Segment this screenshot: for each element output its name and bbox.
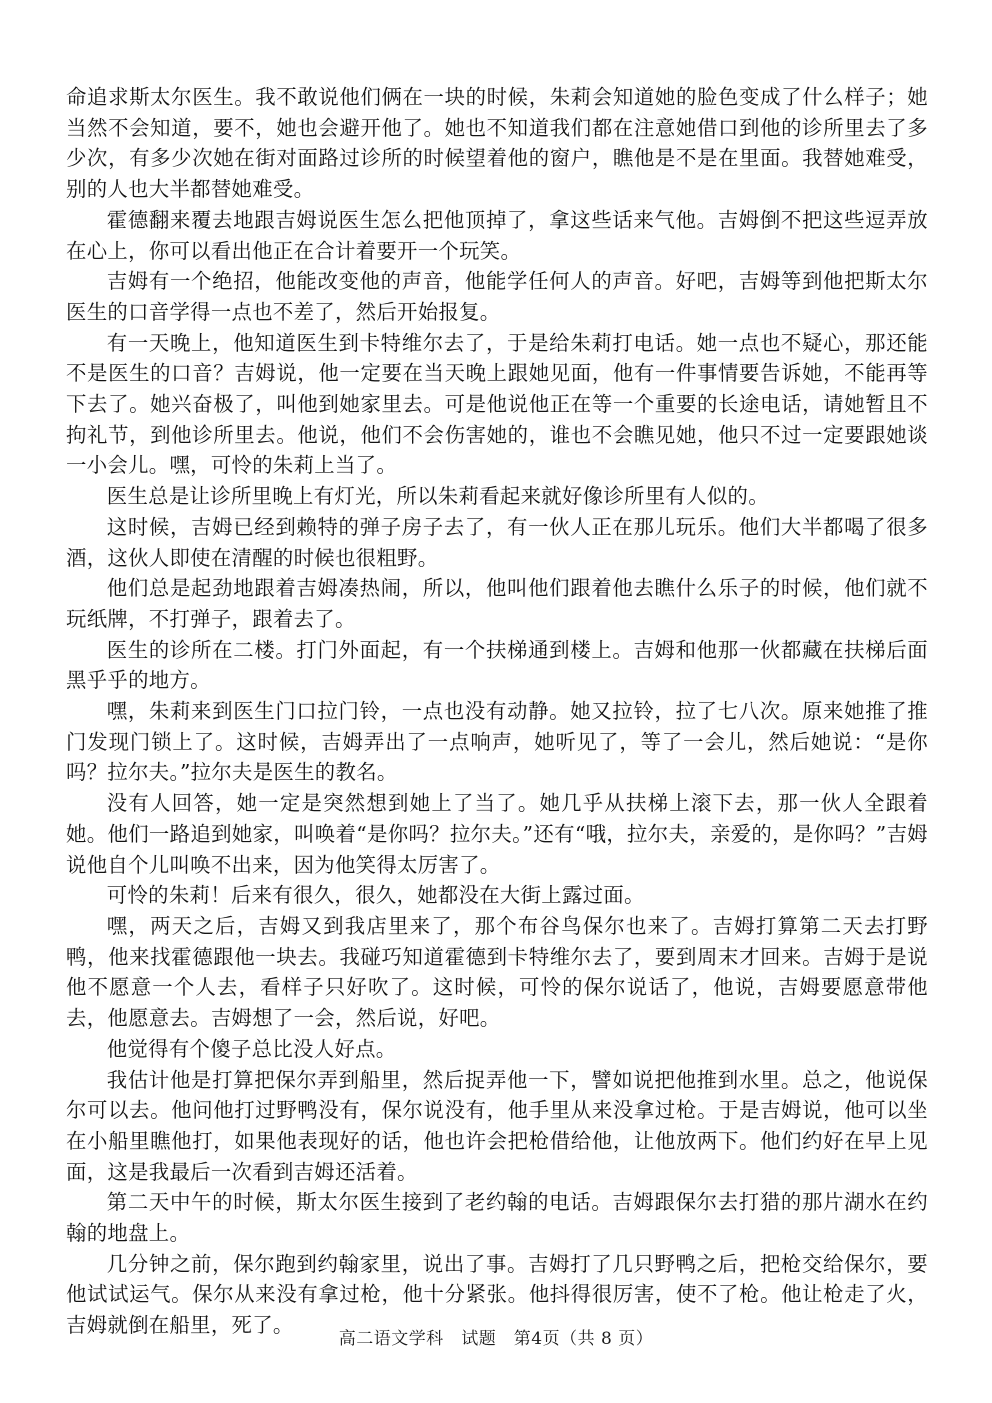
paragraph-1: 命追求斯太尔医生。我不敢说他们俩在一块的时候，朱莉会知道她的脸色变成了什么样子；她当然不会知道，要不，她也会避开他了。她也不知道我们都在注意她借口到他的诊所里去了多少次，有多少次她在街对面路过诊所的时候望着他的窗户，瞧他是不是在里面。我替她难受，别的人也大半都替她难受。 <box>66 85 928 202</box>
paragraph-3: 吉姆有一个绝招，他能改变他的声音，他能学任何人的声音。好吧，吉姆等到他把斯太尔医生的口音学得一点也不差了，然后开始报复。 <box>66 269 928 324</box>
paragraph-14: 我估计他是打算把保尔弄到船里，然后捉弄他一下，譬如说把他推到水里。总之，他说保尔可以去。他问他打过野鸭没有，保尔说没有，他手里从来没拿过枪。于是吉姆说，他可以坐在小船里瞧他打，如果他表现好的话，他也许会把枪借给他，让他放两下。他们约好在早上见面，这是我最后一次看到吉姆还活着。 <box>66 1067 928 1184</box>
paragraph-13: 他觉得有个傻子总比没人好点。 <box>106 1036 397 1061</box>
paragraph-9: 嘿，朱莉来到医生门口拉门铃，一点也没有动静。她又拉铃，拉了七八次。原来她推了推门发现门锁上了。这时候，吉姆弄出了一点响声，她听见了，等了一会儿，然后她说：“是你吗？拉尔夫。”拉尔夫是医生的教名。 <box>66 699 928 785</box>
paragraph-12: 嘿，两天之后，吉姆又到我店里来了，那个布谷鸟保尔也来了。吉姆打算第二天去打野鸭，他来找霍德跟他一块去。我碰巧知道霍德到卡特维尔去了，要到周末才回来。吉姆于是说他不愿意一个人去，看样子只好吹了。这时候，可怜的保尔说话了，他说，吉姆要愿意带他去，他愿意去。吉姆想了一会，然后说，好吧。 <box>66 913 928 1031</box>
paragraph-8: 医生的诊所在二楼。打门外面起，有一个扶梯通到楼上。吉姆和他那一伙都藏在扶梯后面黑乎乎的地方。 <box>66 637 928 693</box>
document-body <box>66 82 928 1341</box>
paragraph-4: 有一天晚上，他知道医生到卡特维尔去了，于是给朱莉打电话。她一点也不疑心，那还能不是医生的口音？吉姆说，他一定要在当天晚上跟她见面，他有一件事情要告诉她，不能再等下去了。她兴奋极了，叫他到她家里去。可是他说他正在等一个重要的长途电话，请她暂且不拘礼节，到他诊所里去。他说，他们不会伤害她的，谁也不会瞧见她，他只不过一定要跟她谈一小会儿。嘿，可怜的朱莉上当了。 <box>66 330 928 478</box>
paragraph-7: 他们总是起劲地跟着吉姆凑热闹，所以，他叫他们跟着他去瞧什么乐子的时候，他们就不玩纸牌，不打弹子，跟着去了。 <box>66 576 928 631</box>
paragraph-15: 第二天中午的时候，斯太尔医生接到了老约翰的电话。吉姆跟保尔去打猎的那片湖水在约翰的地盘上。 <box>66 1190 928 1246</box>
paragraph-6: 这时候，吉姆已经到赖特的弹子房子去了，有一伙人正在那儿玩乐。他们大半都喝了很多酒，这伙人即使在清醒的时候也很粗野。 <box>66 514 928 570</box>
paragraph-5: 医生总是让诊所里晚上有灯光，所以朱莉看起来就好像诊所里有人似的。 <box>106 484 769 509</box>
paragraph-11: 可怜的朱莉！后来有很久，很久，她都没在大街上露过面。 <box>106 883 645 908</box>
paragraph-2: 霍德翻来覆去地跟吉姆说医生怎么把他顶掉了，拿这些话来气他。吉姆倒不把这些逗弄放在心上，你可以看出他正在合计着要开一个玩笑。 <box>66 207 928 263</box>
page-footer: 高二语文学科 试题 第4页（共 8 页） <box>338 1329 654 1349</box>
paragraph-16: 几分钟之前，保尔跑到约翰家里，说出了事。吉姆打了几只野鸭之后，把枪交给保尔，要他试试运气。保尔从来没有拿过枪，他十分紧张。他抖得很厉害，使不了枪。他让枪走了火，吉姆就倒在船里，死了。 <box>66 1251 928 1338</box>
paragraph-10: 没有人回答，她一定是突然想到她上了当了。她几乎从扶梯上滚下去，那一伙人全跟着她。他们一路追到她家，叫唤着“是你吗？拉尔夫。”还有“哦，拉尔夫，亲爱的，是你吗？”吉姆说他自个儿叫唤不出来，因为他笑得太厉害了。 <box>66 791 928 877</box>
